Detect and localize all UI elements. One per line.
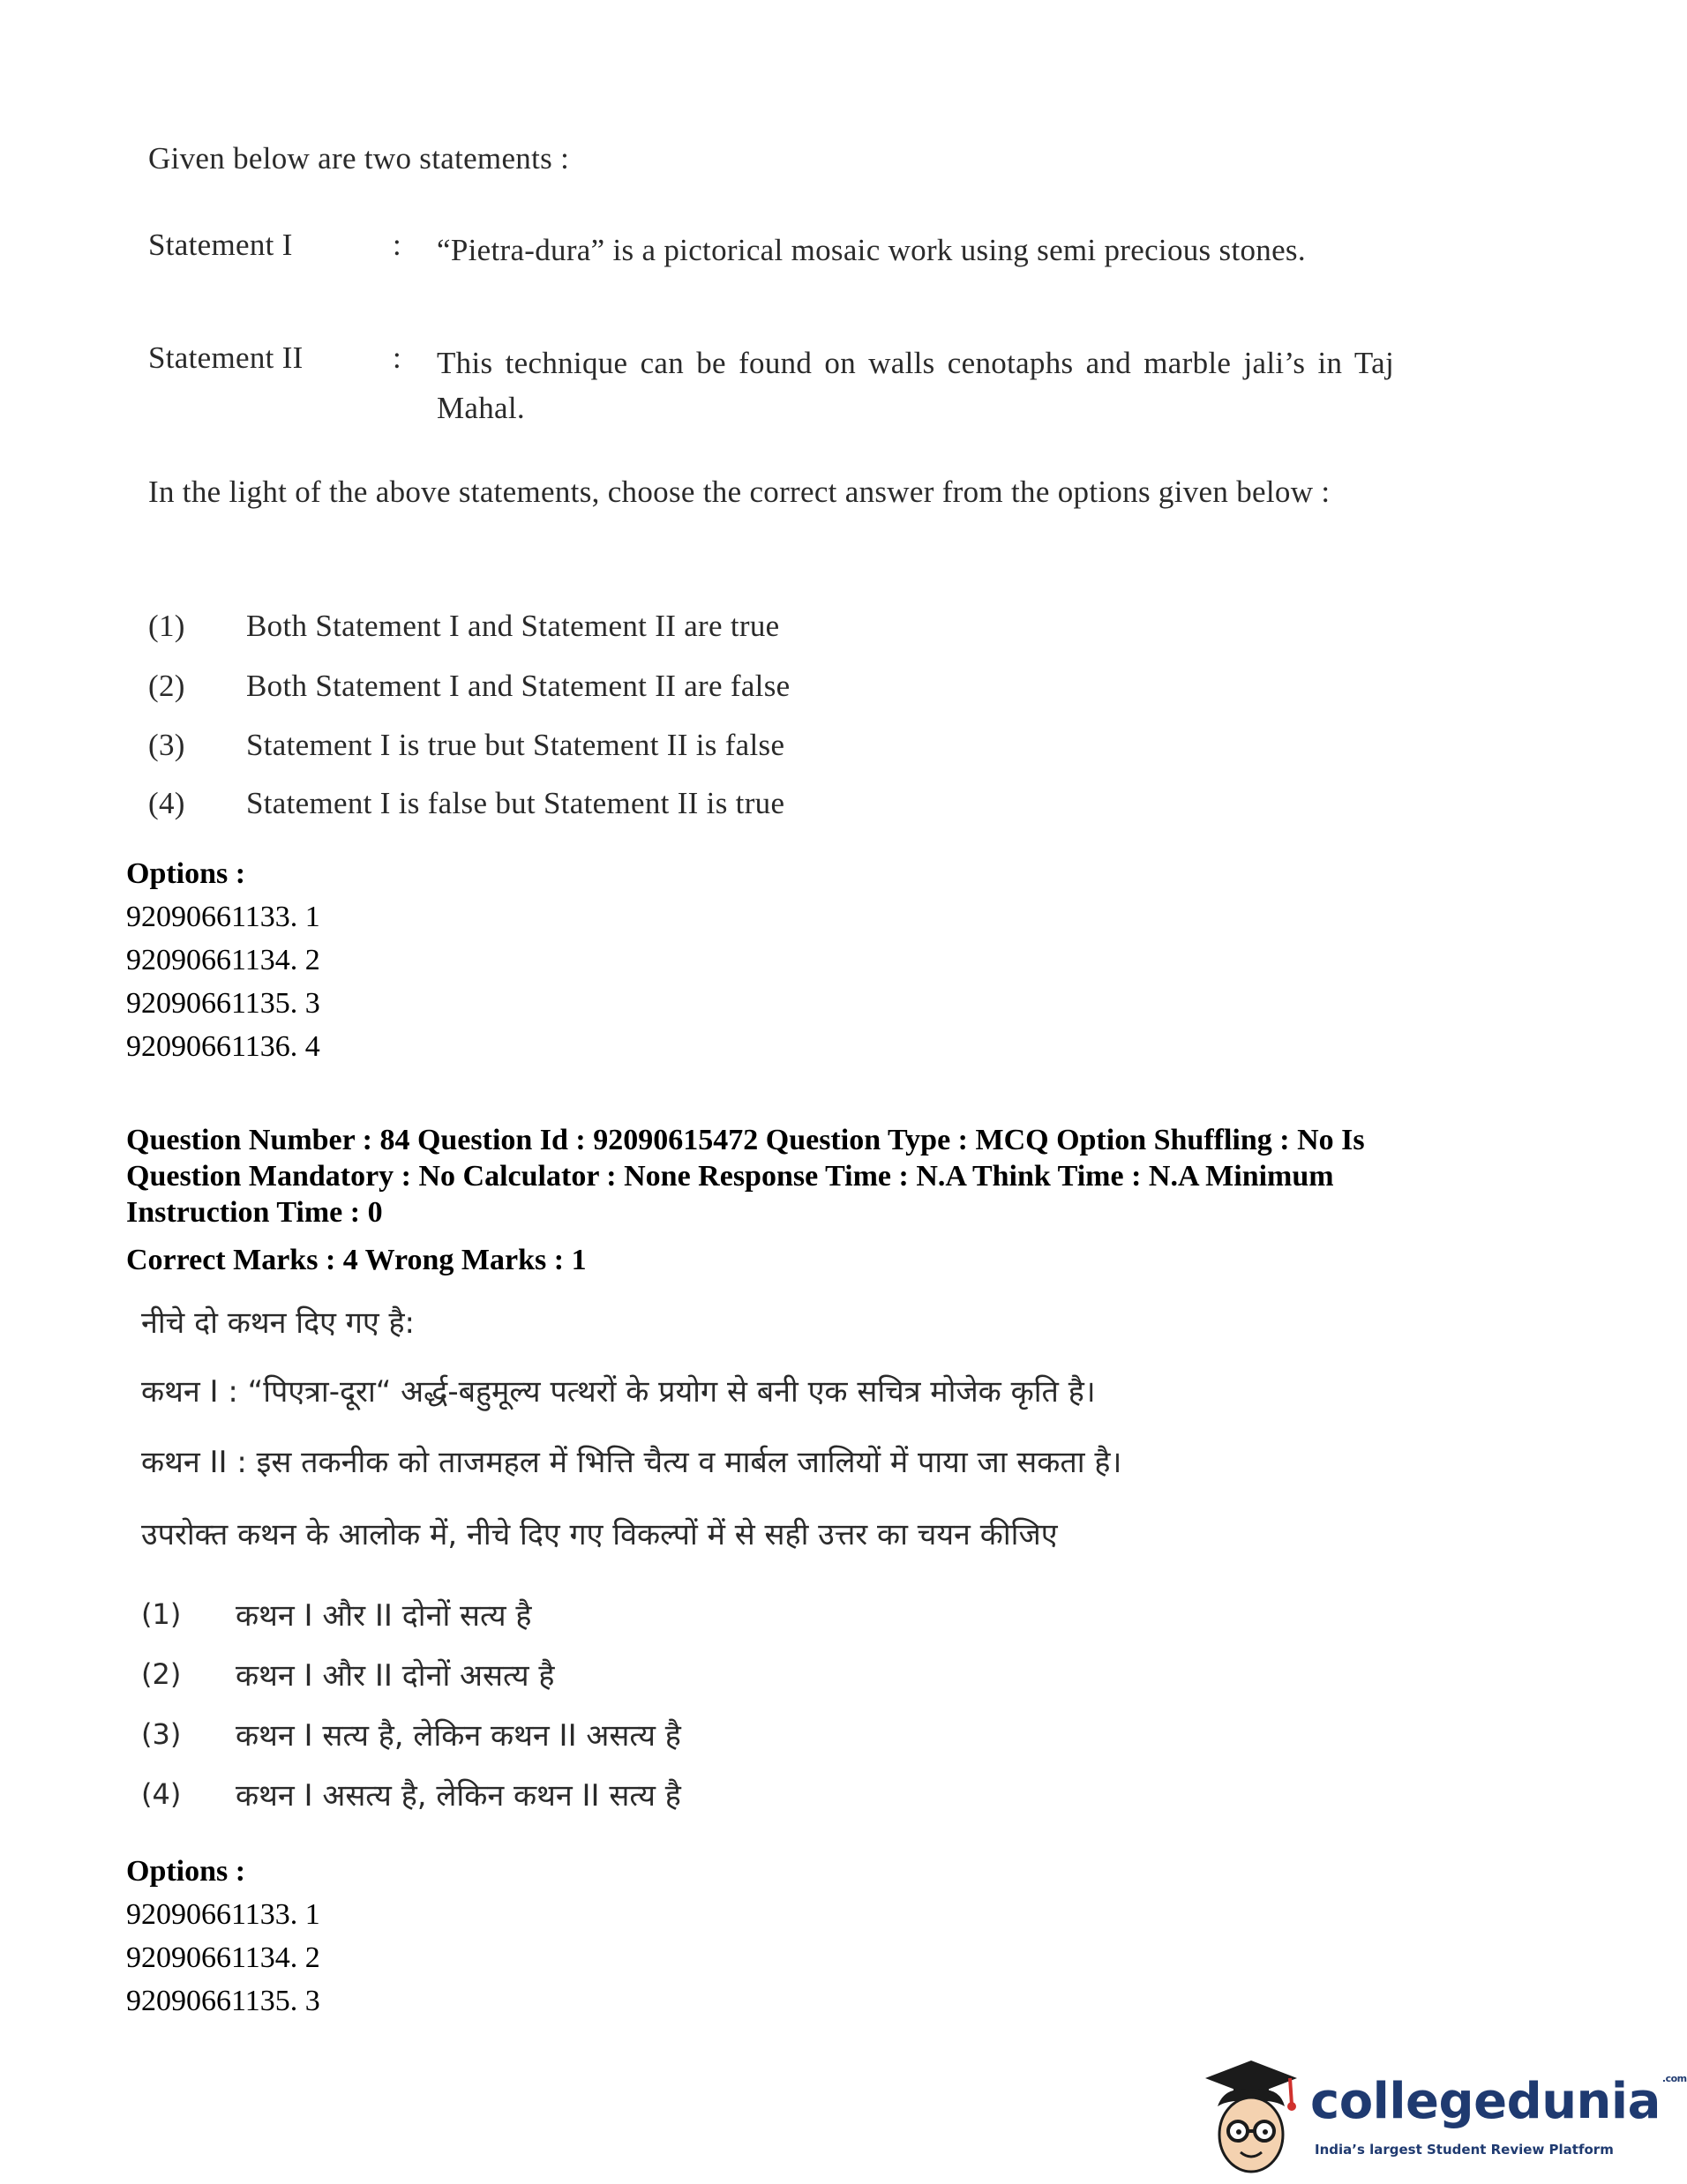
answer-option-number: (1) (148, 609, 185, 643)
option-id-line: 92090661133. 1 (126, 901, 320, 933)
statement-1-colon: : (393, 228, 402, 262)
option-id-line: 92090661134. 2 (126, 944, 320, 976)
answer-option-text: Both Statement I and Statement II are false (246, 669, 791, 703)
hindi-option-text: कथन I असत्य है, लेकिन कथन II सत्य है (236, 1778, 681, 1814)
statement-1-text: “Pietra-dura” is a pictorical mosaic work using semi precious stones. (437, 233, 1306, 267)
question-info: Question Number : 84 Question Id : 92090615472 Question Type : MCQ Option Shuffling : No Is Question Mandatory : No Calculator : None Response Time : N.A Think Time : N.A Minimum Instruction Time : 0 (126, 1124, 1365, 1229)
hindi-option-number: (1) (141, 1597, 182, 1631)
answer-option-number: (2) (148, 669, 185, 703)
answer-option-text: Both Statement I and Statement II are true (246, 609, 780, 643)
answer-option-number: (3) (148, 728, 185, 762)
options-list-2 (126, 1855, 320, 2017)
logo-suffix: .com (1661, 2073, 1687, 2084)
option-id-line: 92090661136. 4 (126, 1030, 320, 1063)
hindi-option-text: कथन I और II दोनों सत्य है (236, 1598, 532, 1634)
question-lead: In the light of the above statements, choose the correct answer from the options given below : (148, 475, 1331, 509)
statement-1-label: Statement I (148, 228, 293, 262)
hindi-option-text: कथन I और II दोनों असत्य है (236, 1658, 555, 1694)
options-list-1 (126, 857, 320, 1063)
hindi-option-number: (2) (141, 1657, 182, 1691)
statement-2-colon: : (393, 340, 402, 375)
hindi-statement-2: कथन II : इस तकनीक को ताजमहल में भित्ति चैत्य व मार्बल जालियों में पाया जा सकता है। (141, 1445, 1122, 1480)
option-id-line: 92090661135. 3 (126, 987, 320, 1020)
collegedunia-logo[interactable] (1198, 2055, 1687, 2179)
question-intro: Given below are two statements : (148, 141, 570, 176)
hindi-lead: उपरोक्त कथन के आलोक में, नीचे दिए गए विकल्पों में से सही उत्तर का चयन कीजिए (141, 1517, 1058, 1552)
option-id-line: 92090661133. 1 (126, 1898, 320, 1931)
mascot-icon (1198, 2055, 1313, 2179)
marks-info: Correct Marks : 4 Wrong Marks : 1 (126, 1244, 587, 1276)
statement-2-label: Statement II (148, 340, 304, 375)
logo-tagline: India’s largest Student Review Platform (1315, 2142, 1614, 2158)
answer-option-number: (4) (148, 786, 185, 820)
answer-option-text: Statement I is true but Statement II is false (246, 728, 785, 762)
hindi-statement-1: कथन I : “पिएत्रा-दूरा“ अर्द्ध-बहुमूल्य पत्थरों के प्रयोग से बनी एक सचित्र मोजेक कृति है। (141, 1374, 1096, 1410)
hindi-option-text: कथन I सत्य है, लेकिन कथन II असत्य है (236, 1718, 681, 1754)
hindi-option-number: (3) (141, 1717, 182, 1751)
logo-brand-text: collegedunia (1310, 2073, 1661, 2130)
option-id-line: 92090661135. 3 (126, 1985, 320, 2017)
statement-2-text: This technique can be found on walls cenotaphs and marble jali’s in Taj Mahal. (437, 346, 1394, 425)
options-title: Options : (126, 1855, 246, 1888)
answer-option-text: Statement I is false but Statement II is true (246, 786, 785, 820)
logo-wordmark (1310, 2073, 1687, 2130)
options-title: Options : (126, 857, 246, 890)
hindi-intro: नीचे दो कथन दिए गए है: (141, 1305, 415, 1341)
option-id-line: 92090661134. 2 (126, 1941, 320, 1974)
hindi-option-number: (4) (141, 1777, 182, 1811)
